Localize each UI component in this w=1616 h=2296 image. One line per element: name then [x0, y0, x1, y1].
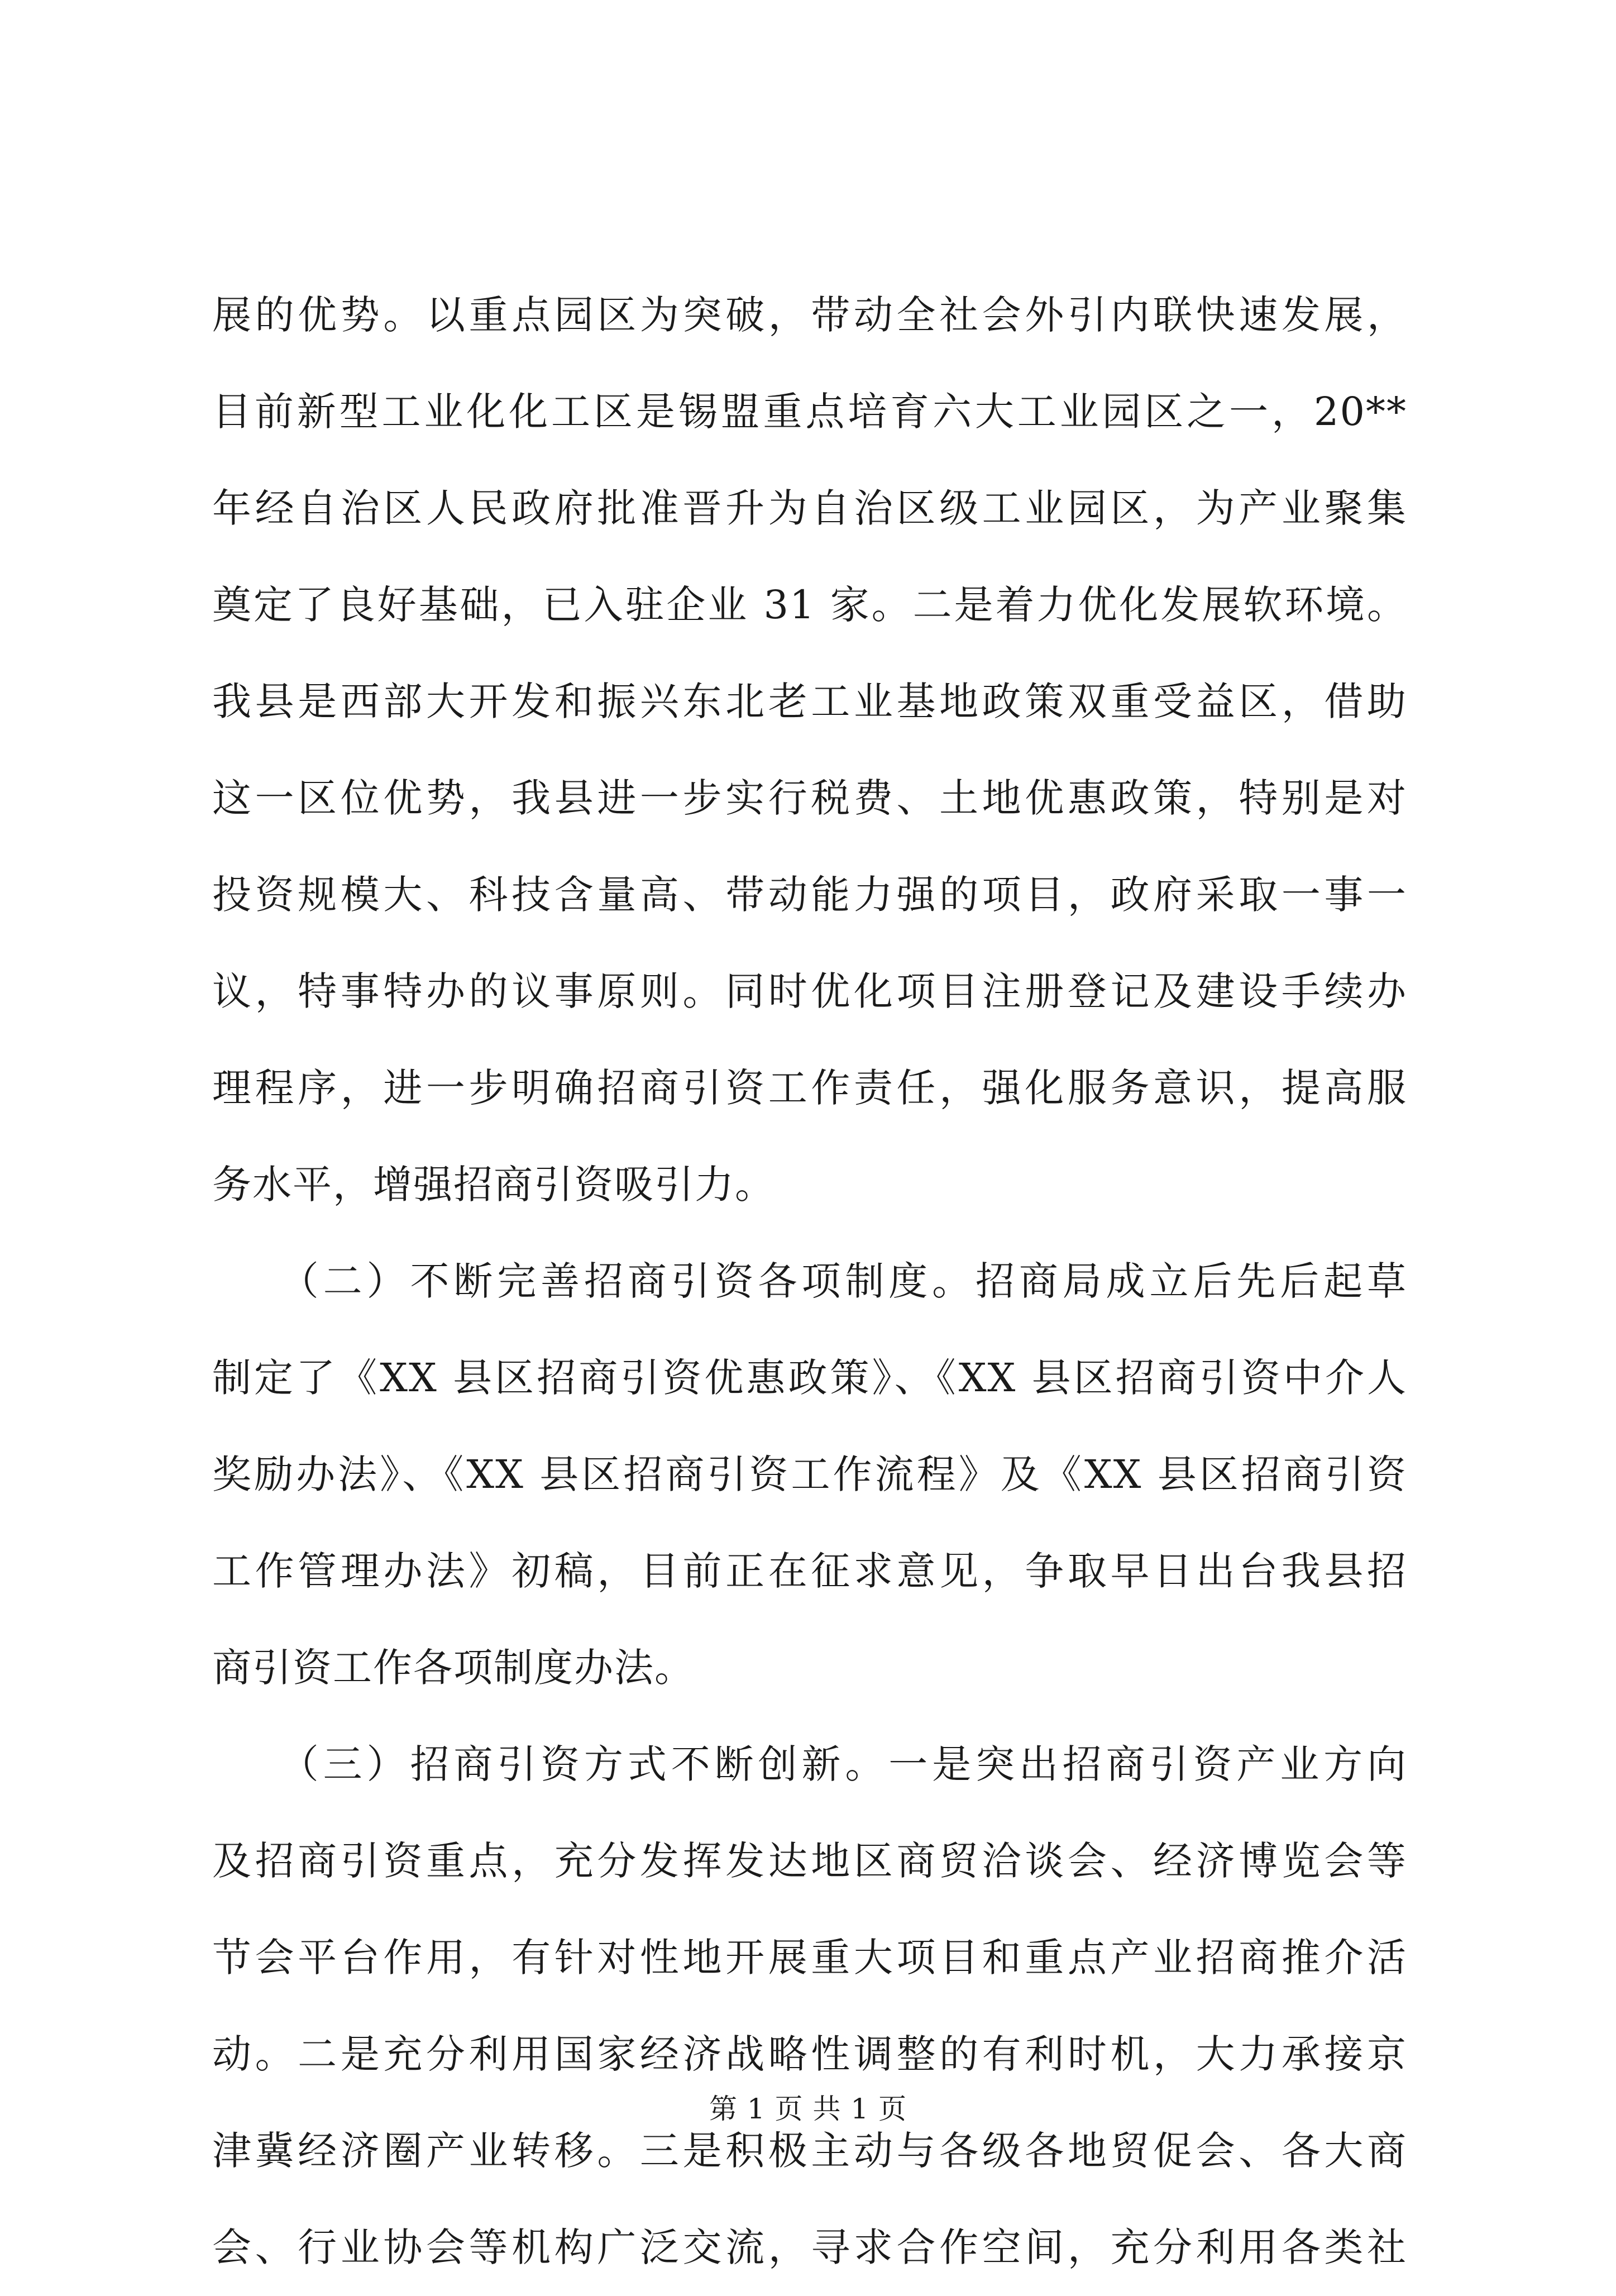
- text-line: 动。二是充分利用国家经济战略性调整的有利时机，大力承接京: [212, 2031, 1407, 2077]
- text-line: 这一区位优势，我县进一步实行税费、土地优惠政策，特别是对: [212, 775, 1407, 821]
- text-line: 奖励办法》、《XX 县区招商引资工作流程》及《XX 县区招商引资: [212, 1452, 1407, 1497]
- text-line: 投资规模大、科技含量高、带动能力强的项目，政府采取一事一: [212, 872, 1407, 918]
- text-line: 节会平台作用，有针对性地开展重大项目和重点产业招商推介活: [212, 1935, 1407, 1980]
- text-line: 目前新型工业化化工区是锡盟重点培育六大工业园区之一，20**: [212, 389, 1407, 435]
- text-line: 津冀经济圈产业转移。三是积极主动与各级各地贸促会、各大商: [212, 2128, 1407, 2174]
- text-line: 商引资工作各项制度办法。: [212, 1645, 695, 1691]
- text-line: 展的优势。以重点园区为突破，带动全社会外引内联快速发展，: [212, 292, 1407, 338]
- text-line: 务水平，增强招商引资吸引力。: [212, 1162, 775, 1207]
- text-line: （三）招商引资方式不断创新。一是突出招商引资产业方向: [212, 1741, 1407, 1787]
- page-number-footer: 第 1 页 共 1 页: [709, 2093, 907, 2125]
- text-line: 工作管理办法》初稿，目前正在征求意见，争取早日出台我县招: [212, 1548, 1407, 1594]
- text-line: 年经自治区人民政府批准晋升为自治区级工业园区，为产业聚集: [212, 485, 1407, 531]
- text-line: 议，特事特办的议事原则。同时优化项目注册登记及建设手续办: [212, 968, 1407, 1014]
- text-line: 奠定了良好基础，已入驻企业 31 家。二是着力优化发展软环境。: [212, 582, 1407, 628]
- text-line: （二）不断完善招商引资各项制度。招商局成立后先后起草: [212, 1258, 1407, 1304]
- text-line: 及招商引资重点，充分发挥发达地区商贸洽谈会、经济博览会等: [212, 1838, 1407, 1884]
- body-text: [212, 267, 1407, 2296]
- text-line: 理程序，进一步明确招商引资工作责任，强化服务意识，提高服: [212, 1065, 1407, 1111]
- text-line: 会、行业协会等机构广泛交流，寻求合作空间，充分利用各类社: [212, 2225, 1407, 2270]
- text-line: 我县是西部大开发和振兴东北老工业基地政策双重受益区，借助: [212, 679, 1407, 724]
- text-line: 制定了《XX 县区招商引资优惠政策》、《XX 县区招商引资中介人: [212, 1355, 1407, 1401]
